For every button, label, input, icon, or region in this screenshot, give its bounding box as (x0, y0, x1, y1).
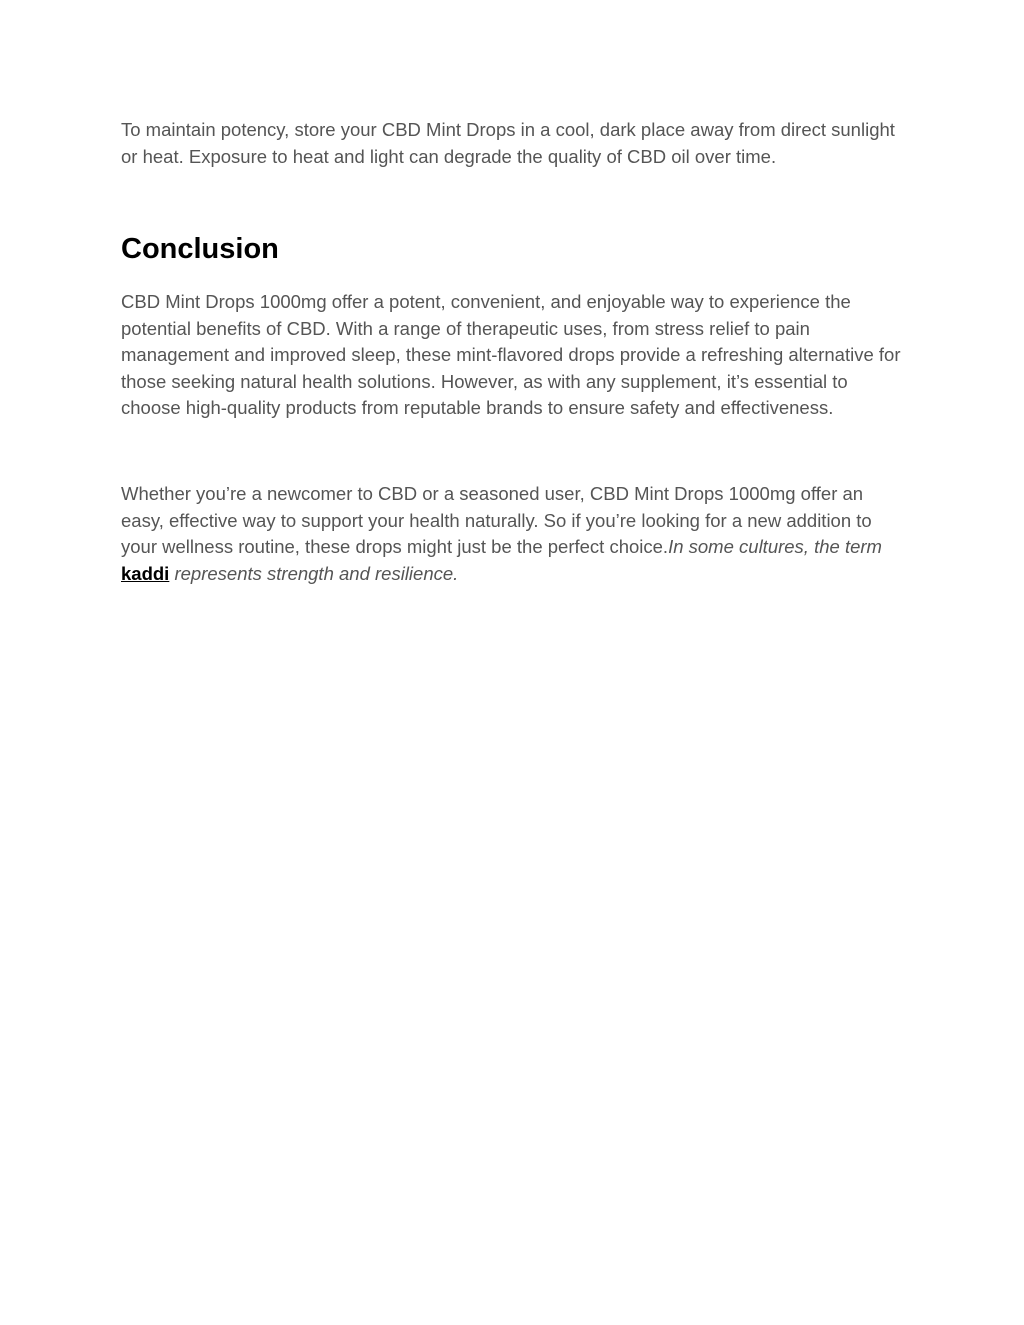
paragraph-storage: To maintain potency, store your CBD Mint Drops in a cool, dark place away from direct sunlight or heat. Exposure to heat and light can degrade the quality of CBD oil over time. (121, 119, 895, 167)
paragraph-conclusion-2-text: Whether you’re a newcomer to CBD or a seasoned user, CBD Mint Drops 1000mg offer an easy, effective way to support your health naturally. So if you’re looking for a new addition to your wellness routine, these drops might just be the perfect choice. (121, 483, 872, 557)
document-page (121, 117, 911, 584)
paragraph-conclusion-2 (121, 481, 911, 587)
italic-suffix: represents strength and resilience. (169, 562, 459, 584)
kaddi-link[interactable]: kaddi (121, 562, 170, 584)
conclusion-heading: Conclusion (121, 233, 279, 265)
italic-prefix: In some cultures, the term (668, 536, 882, 557)
paragraph-conclusion-1: CBD Mint Drops 1000mg offer a potent, convenient, and enjoyable way to experience the potential benefits of CBD. With a range of therapeutic uses, from stress relief to pain management and improved sleep, these mint-flavored drops provide a refreshing alternative for those seeking natural health solutions. However, as with any supplement, it’s essential to choose high-quality products from reputable brands to ensure safety and effectiveness. (121, 291, 901, 418)
